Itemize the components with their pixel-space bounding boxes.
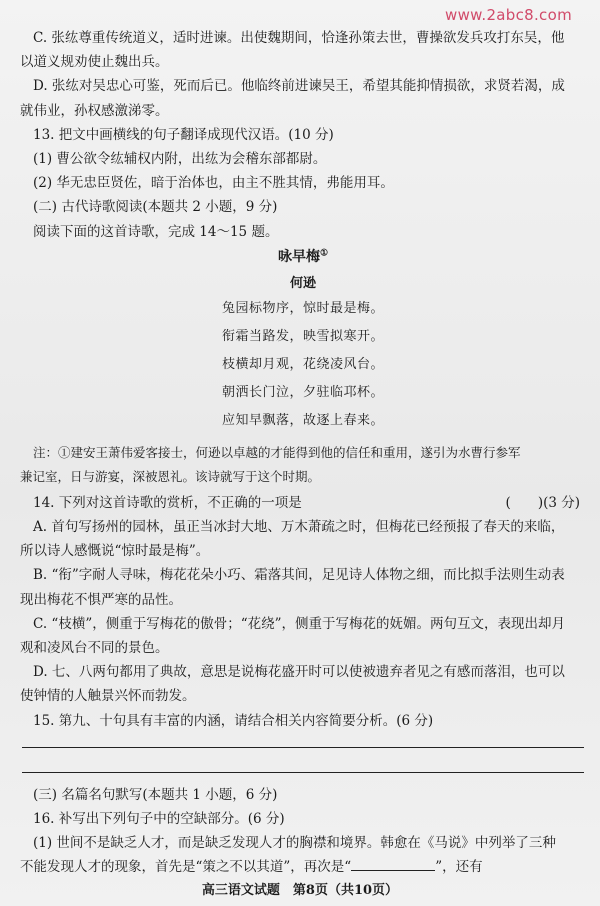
poem-author: 何逊 (289, 275, 316, 291)
q14-option-b-line2: 现出梅花不惧严寒的品性。 (20, 591, 182, 608)
watermark: www.2abc8.com (445, 6, 572, 24)
poem-line: 朝洒长门泣，夕驻临邛杯。 (221, 384, 384, 400)
poem-line: 枝横却月观，花绕凌风台。 (221, 356, 384, 372)
poem-line: 兔园标物序，惊时最是梅。 (221, 300, 384, 316)
section-2-heading: (二) 古代诗歌阅读(本题共 2 小题，9 分) (33, 199, 278, 216)
q16-stem: 16. 补写出下列句子中的空缺部分。(6 分) (33, 811, 285, 828)
q14-stem-row (20, 491, 586, 515)
answer-line (22, 747, 584, 748)
poem-line: 衔霜当路发，映雪拟寒开。 (221, 328, 384, 344)
q12-option-d-line2: 就伟业，孙权感激涕零。 (20, 102, 169, 119)
q14-option-c-line1: C. “枝横”，侧重于写梅花的傲骨；“花绕”，侧重于写梅花的妩媚。两句互文，表现出却月 (33, 615, 566, 632)
q14-option-d-line2: 使钟情的人触景兴怀而勃发。 (20, 688, 196, 705)
poem-line: 应知早飘落，故逐上春来。 (221, 412, 384, 428)
poem-note-line1: 注：①建安王萧伟爱客接士，何逊以卓越的才能得到他的信任和重用，遂引为水曹行参军 (33, 444, 521, 460)
q16-item-1-line1: (1) 世间不是缺乏人才，而是缺乏发现人才的胸襟和境界。韩愈在《马说》中列举了三种 (33, 835, 556, 852)
q13-stem: 13. 把文中画横线的句子翻译成现代汉语。(10 分) (33, 126, 334, 143)
q15-stem: 15. 第九、十句具有丰富的内涵，请结合相关内容简要分析。(6 分) (33, 712, 434, 729)
poem-title-note-mark: ① (319, 248, 329, 259)
q12-option-c-line1: C. 张纮尊重传统道义，适时进谏。出使魏期间，恰逢孙策去世，曹操欲发兵攻打东吴，他 (33, 30, 565, 46)
poem-title-text: 咏早梅 (277, 248, 320, 265)
section-2-intro: 阅读下面的这首诗歌，完成 14～15 题。 (33, 223, 279, 240)
page-content (20, 26, 586, 880)
q13-sentence-1: (1) 曹公欲令纮辅权内附，出纮为会稽东部都尉。 (33, 151, 327, 168)
q16-item-1-line2 (20, 855, 586, 879)
fill-in-blank[interactable] (351, 858, 435, 871)
page-footer: 高三语文试题 第8页（共10页） (201, 883, 399, 898)
section-3-heading: (三) 名篇名句默写(本题共 1 小题，6 分) (33, 786, 278, 803)
q13-sentence-2: (2) 华无忠臣贤佐，暗于治体也，由主不胜其情，弗能用耳。 (33, 175, 394, 192)
q14-option-a-line2: 所以诗人感慨说“惊时最是梅”。 (20, 543, 210, 560)
q14-option-a-line1: A. 首句写扬州的园林，虽正当冰封大地、万木萧疏之时，但梅花已经预报了春天的来临， (33, 519, 565, 536)
q14-option-d-line1: D. 七、八两句都用了典故，意思是说梅花盛开时可以使被遗弃者见之有感而落泪，也可以 (33, 664, 565, 681)
poem-note-line2: 兼记室，日与游宴，深被恩礼。该诗就写于这个时期。 (20, 468, 321, 484)
q14-stem: 14. 下列对这首诗歌的赏析，不正确的一项是 (33, 494, 302, 511)
q16-item-1-prefix: 不能发现人才的现象，首先是“策之不以其道”，再次是“ (20, 859, 352, 876)
q12-option-d-line1: D. 张纮对吴忠心可鉴，死而后已。他临终前进谏吴王，希望其能抑情损欲，求贤若渴，成 (33, 78, 565, 95)
q14-answer-mark: ( )(3 分) (505, 494, 580, 511)
q14-option-b-line1: B. “衔”字耐人寻味，梅花花朵小巧、霜落其间，足见诗人体物之细，而比拟手法则生动表 (33, 567, 565, 584)
q14-option-c-line2: 观和凌风台不同的景色。 (20, 640, 169, 657)
q12-option-c-line2: 以道义规劝使止魏出兵。 (20, 54, 169, 71)
q16-item-1-suffix: ”，还有 (435, 859, 483, 876)
answer-line (22, 772, 584, 773)
poem-title (20, 246, 586, 266)
